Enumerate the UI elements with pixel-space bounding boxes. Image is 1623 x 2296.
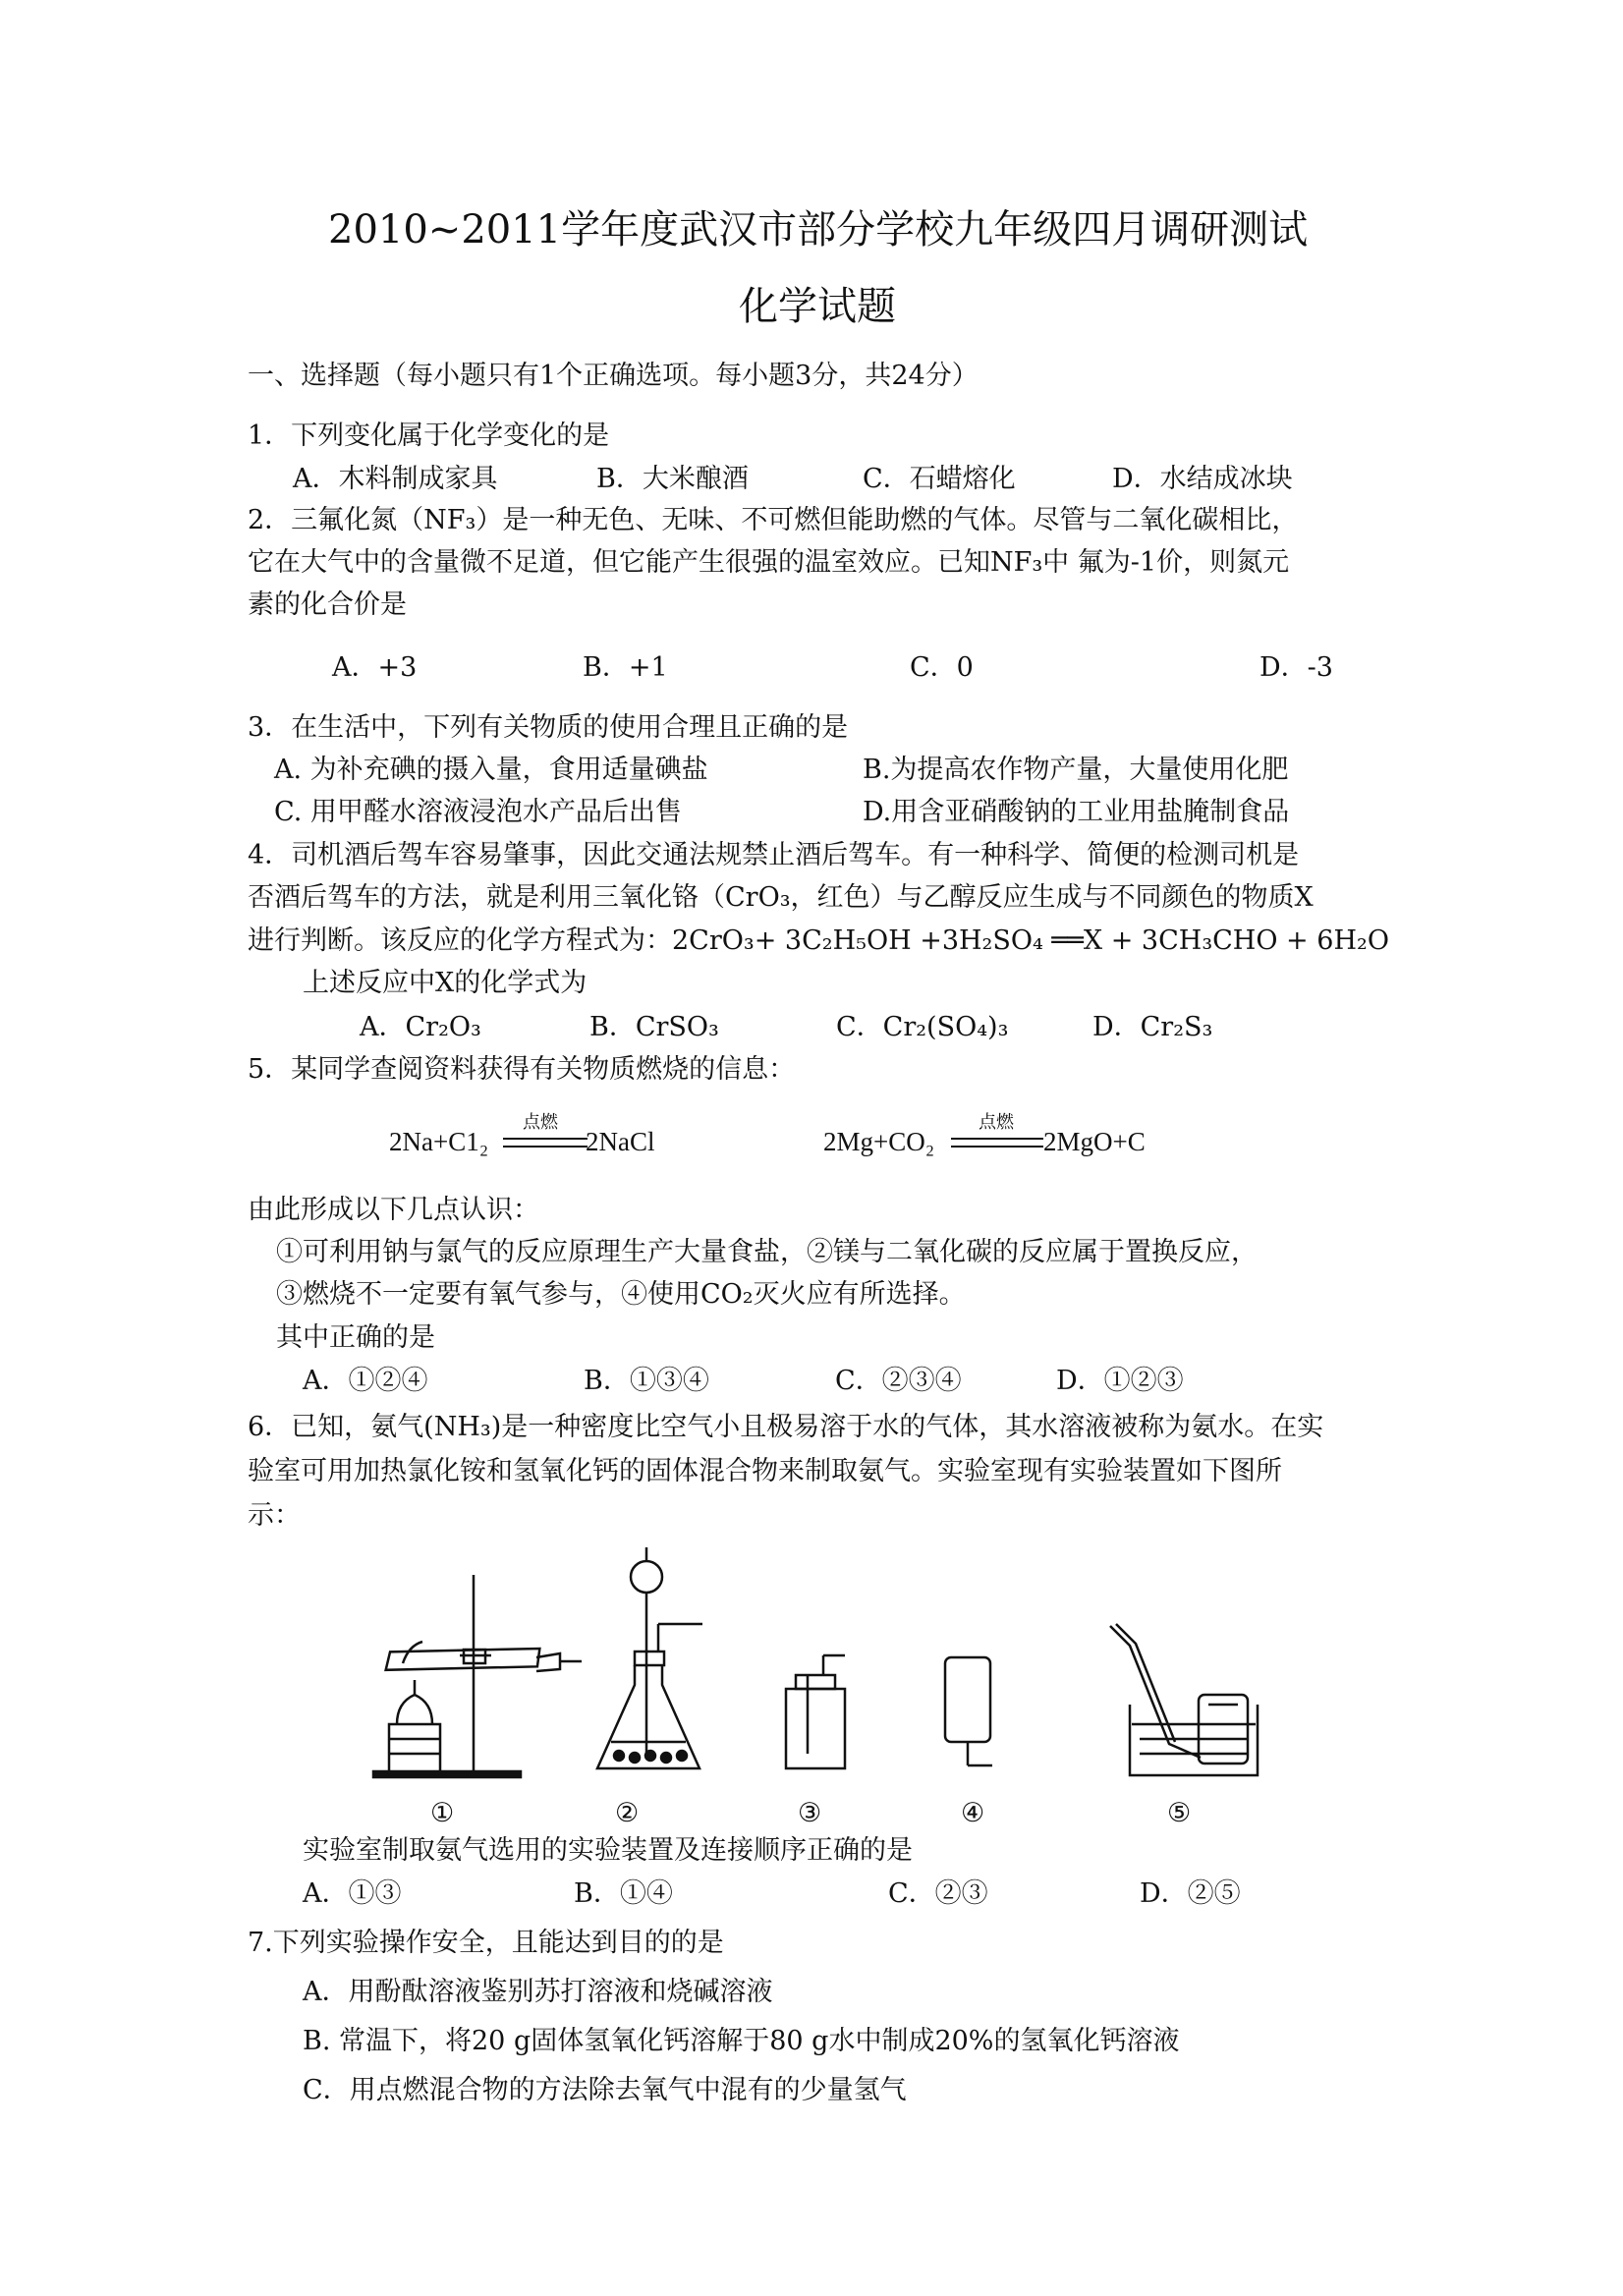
q6-line2: 验室可用加热氯化铵和氢氧化钙的固体混合物来制取氨气。实验室现有实验装置如下图所 [248,1456,1282,1486]
q4-line1: 4．司机酒后驾车容易肇事，因此交通法规禁止酒后驾车。有一种科学、简便的检测司机是 [248,840,1300,870]
q6-line1: 6．已知，氨气(NH₃)是一种密度比空气小且极易溶于水的气体，其水溶液被称为氨水。在实 [248,1412,1324,1442]
q4-line3: 进行判断。该反应的化学方程式为：2CrO₃+ 3C₂H₅OH +3H₂SO₄ ══X + 3CH₃CHO + 6H₂O [248,925,1389,956]
q5-stem: 5．某同学查阅资料获得有关物质燃烧的信息： [248,1054,796,1085]
q4-option-a: A．Cr₂O₃ [360,1012,481,1042]
apparatus-label-5: ⑤ [1167,1798,1192,1828]
page-title: 2010~2011学年度武汉市部分学校九年级四月调研测试 [328,207,1309,252]
apparatus-5-water-trough [1110,1624,1258,1775]
q1-stem: 1．下列变化属于化学变化的是 [248,420,610,451]
apparatus-label-1: ① [430,1798,455,1828]
q5-option-b: B．①③④ [584,1366,709,1396]
apparatus-label-3: ③ [798,1798,822,1828]
q1-option-a: A．木料制成家具 [293,464,498,494]
q7-stem: 7.下列实验操作安全，且能达到目的的是 [248,1928,724,1958]
q2-option-c: C．0 [910,652,974,683]
q6-option-b: B．①④ [574,1878,673,1909]
apparatus-4-inverted-bottle [945,1657,992,1765]
q7-option-c: C．用点燃混合物的方法除去氧气中混有的少量氢气 [303,2075,907,2105]
q3-stem: 3．在生活中，下列有关物质的使用合理且正确的是 [248,712,849,743]
q4-option-b: B．CrSO₃ [589,1012,719,1042]
q3-option-b: B.为提高农作物产量，大量使用化肥 [863,755,1289,785]
equation-1-sign [503,1138,588,1148]
equation-1-reactants: 2Na+C1₂ [389,1127,489,1156]
q5-option-d: D．①②③ [1056,1366,1184,1396]
section-heading: 一、选择题（每小题只有1个正确选项。每小题3分，共24分） [248,361,979,391]
q2-option-b: B．+1 [583,652,668,683]
page-subtitle: 化学试题 [739,284,896,329]
apparatus-figure [354,1547,1297,1793]
apparatus-3-bottle [786,1655,845,1768]
apparatus-1-heating-setup [373,1575,582,1777]
q5-option-a: A．①②④ [303,1366,428,1396]
equation-1-products: 2NaCl [586,1127,655,1156]
q6-option-a: A．①③ [303,1878,402,1909]
q5-ask: 其中正确的是 [276,1322,435,1353]
q2-option-d: D．-3 [1259,652,1333,683]
q6-ask: 实验室制取氨气选用的实验装置及连接顺序正确的是 [303,1835,913,1866]
apparatus-label-2: ② [615,1798,640,1828]
apparatus-2-flask [597,1547,702,1768]
equation-2-products: 2MgO+C [1043,1127,1146,1156]
equation-2-sign [951,1138,1043,1148]
q1-option-d: D．水结成冰块 [1112,464,1293,494]
q5-option-c: C．②③④ [835,1366,962,1396]
q7-option-a: A．用酚酞溶液鉴别苏打溶液和烧碱溶液 [303,1977,773,2007]
q7-option-b: B. 常温下，将20 g固体氢氧化钙溶解于80 g水中制成20%的氢氧化钙溶液 [303,2026,1180,2056]
q4-line4: 上述反应中X的化学式为 [303,968,588,998]
q3-option-c: C. 用甲醛水溶液浸泡水产品后出售 [274,797,682,827]
q2-line1: 2．三氟化氮（NF₃）是一种无色、无味、不可燃但能助燃的气体。尽管与二氧化碳相比， [248,505,1299,535]
q4-line2: 否酒后驾车的方法，就是利用三氧化铬（CrO₃，红色）与乙醇反应生成与不同颜色的物质X [248,882,1314,913]
apparatus-label-4: ④ [961,1798,985,1828]
q4-option-d: D．Cr₂S₃ [1092,1012,1213,1042]
equation-1-condition: 点燃 [523,1112,558,1133]
q5-statement-1: ①可利用钠与氯气的反应原理生产大量食盐，②镁与二氧化碳的反应属于置换反应， [276,1237,1258,1267]
q6-line3: 示： [248,1500,301,1531]
q2-line2: 它在大气中的含量微不足道，但它能产生很强的温室效应。已知NF₃中 氟为-1价，则氮元 [248,547,1290,578]
q3-option-a: A. 为补充碘的摄入量，食用适量碘盐 [274,755,708,785]
q2-option-a: A．+3 [332,652,418,683]
q4-option-c: C．Cr₂(SO₄)₃ [836,1012,1009,1042]
q1-option-b: B．大米酿酒 [596,464,749,494]
equation-2-condition: 点燃 [979,1112,1014,1133]
q6-option-c: C．②③ [888,1878,988,1909]
q3-option-d: D.用含亚硝酸钠的工业用盐腌制食品 [863,797,1290,827]
equation-2-reactants: 2Mg+CO₂ [823,1127,935,1156]
q2-line3: 素的化合价是 [248,589,407,620]
q1-option-c: C．石蜡熔化 [863,464,1016,494]
q6-option-d: D．②⑤ [1140,1878,1241,1909]
q5-statement-2: ③燃烧不一定要有氧气参与，④使用CO₂灭火应有所选择。 [276,1279,966,1310]
q5-lead: 由此形成以下几点认识： [248,1195,539,1225]
